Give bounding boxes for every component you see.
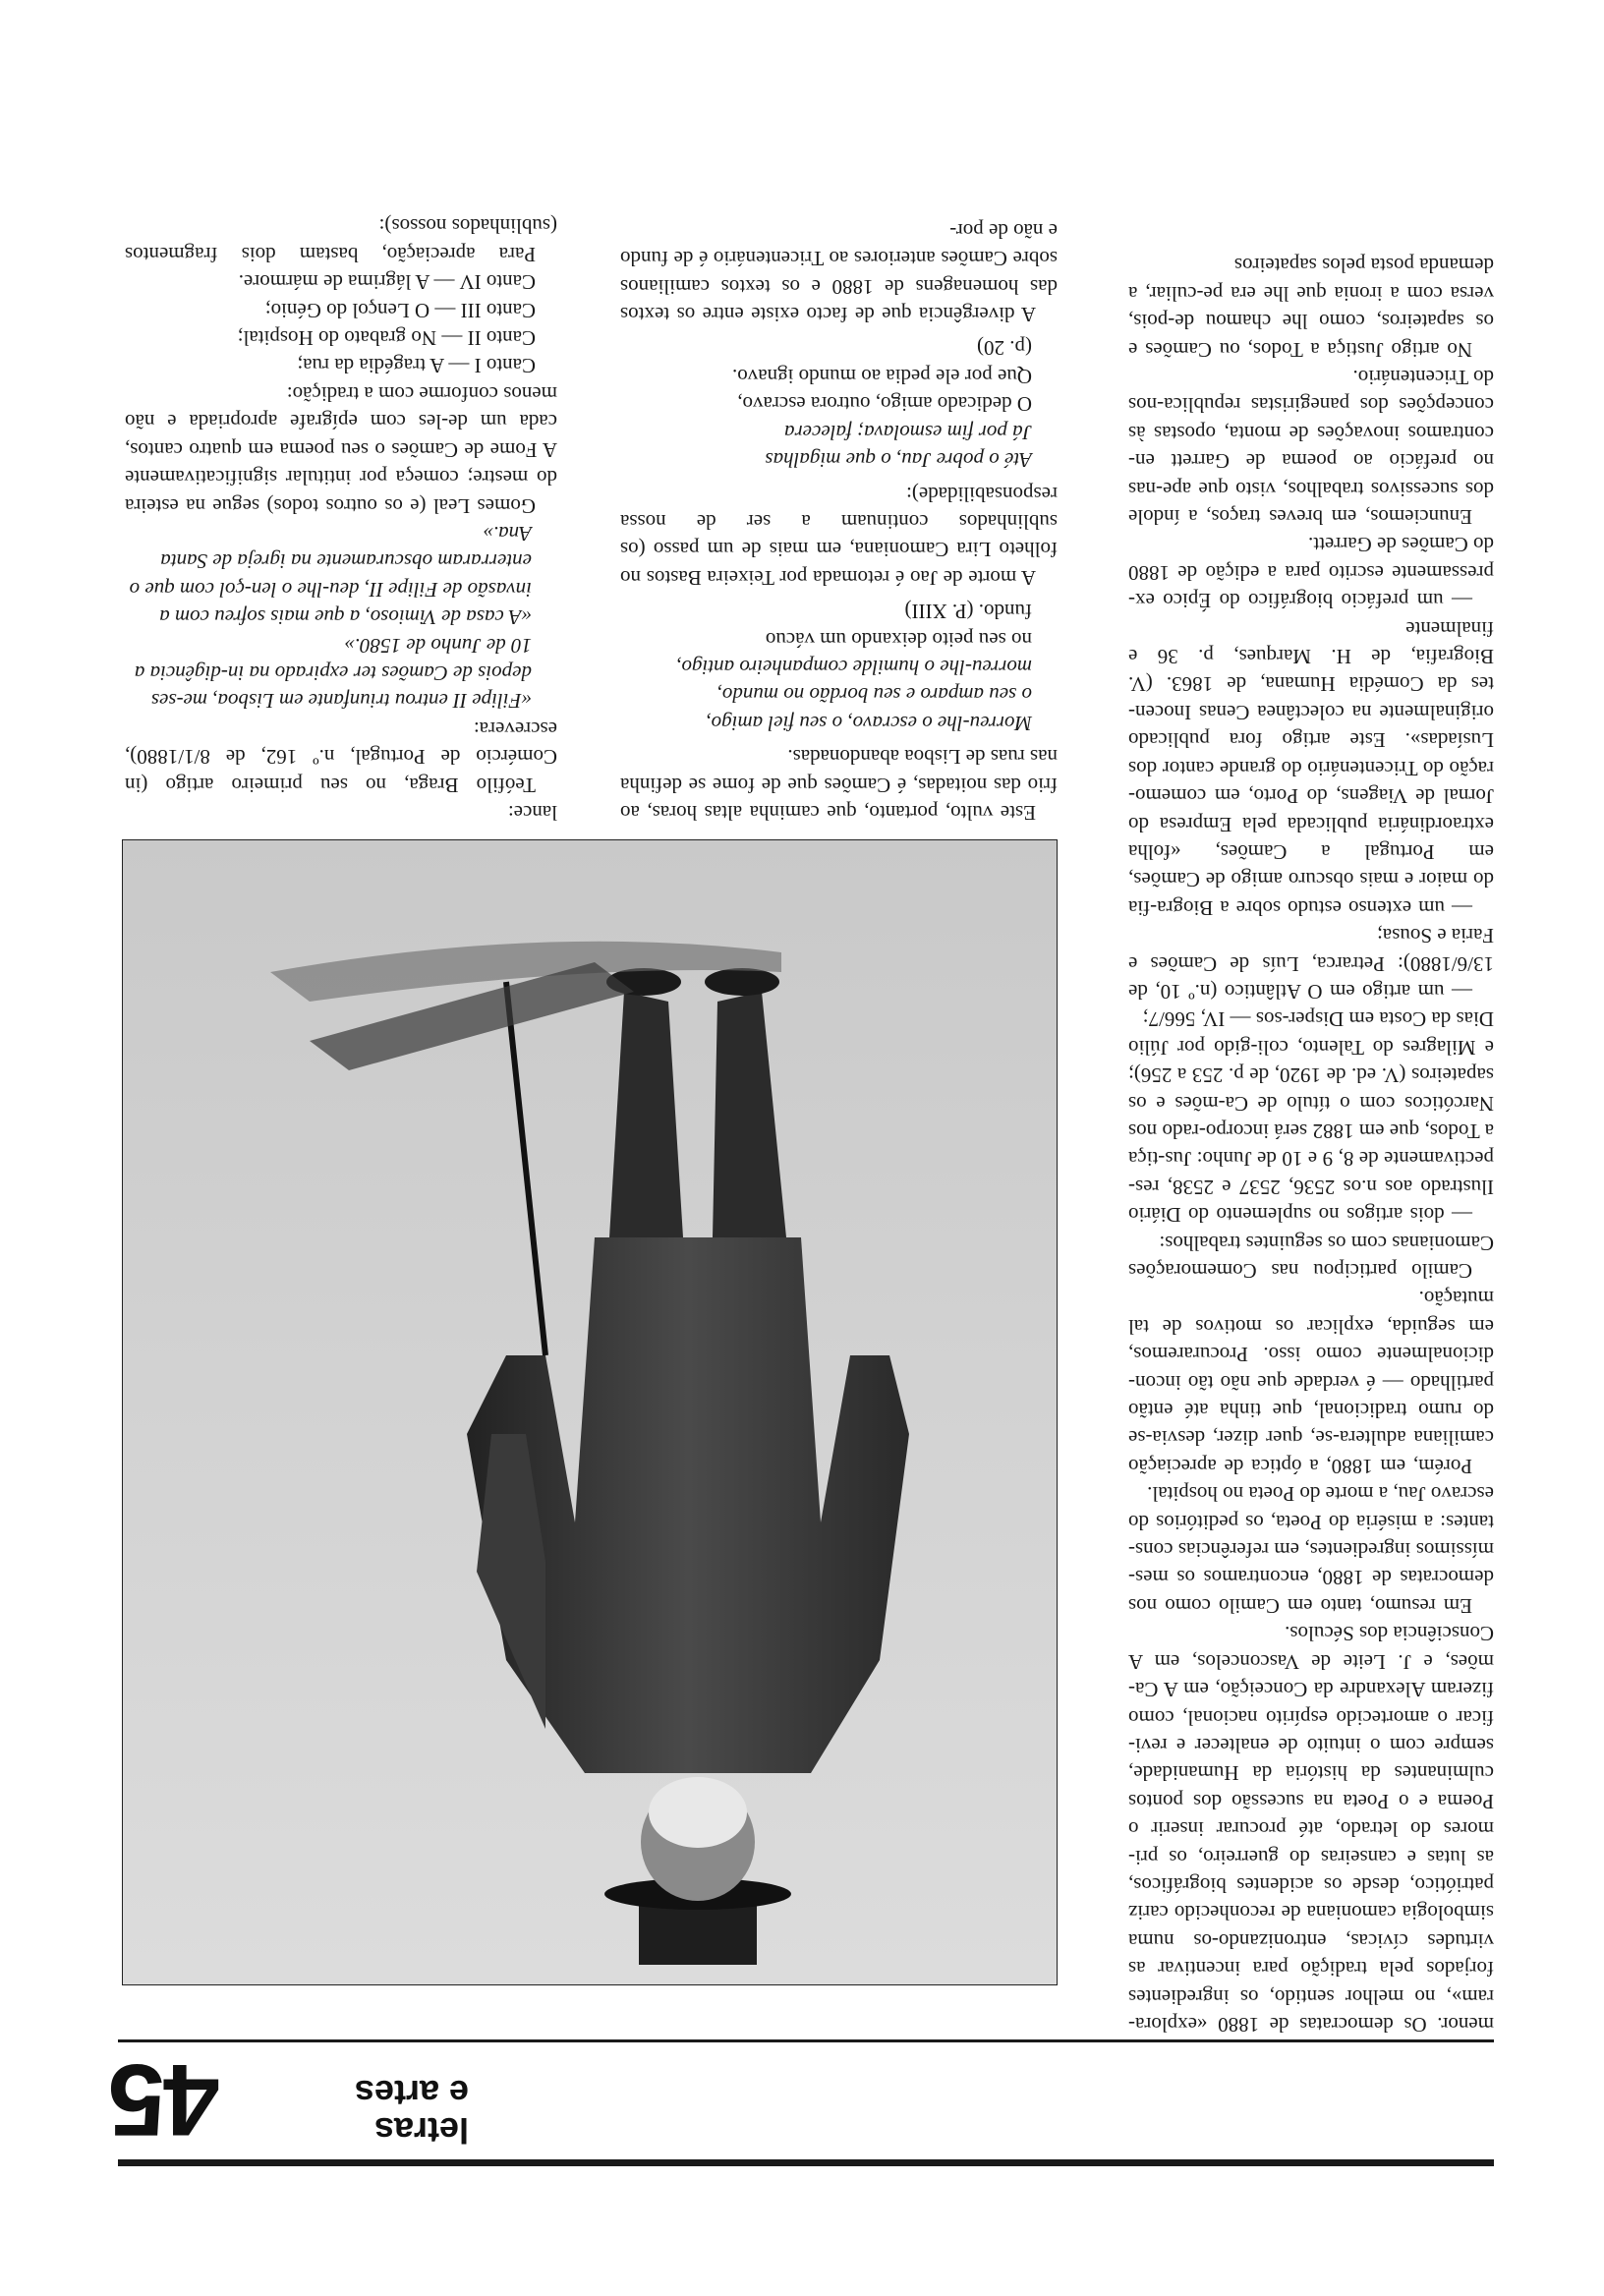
- paragraph: Em resumo, tanto em Camilo como nos democratas de 1880, encontramos os mes-míssimos ingredientes, em referências cons-tantes: a miséria do Poeta, os peditórios do escravo Jau, a morte do Poeta no hospital.: [1128, 1482, 1494, 1618]
- verse-line: fundo. (P. XIII): [904, 600, 1032, 624]
- paragraph: Teófilo Braga, no seu primeiro artigo (in Comércio de Portugal, n.º 162, de 8/1/1880), escrevera:: [125, 717, 557, 797]
- paragraph: — um prefácio biográfico do Épico ex-pressamente escrito para a edição de 1880 do Camões de Garrett.: [1128, 533, 1494, 613]
- verse-line: (p. 20): [977, 336, 1032, 361]
- verse-line: Morreu-lhe o escravo, o seu fiel amigo,: [706, 711, 1032, 735]
- paragraph: A morte de Jao é retomada por Teixeira Bastos no folheto Lira Camoniana, em mais de um passo (os sublinhados continuam a ser de nossa responsabilidade):: [620, 482, 1058, 590]
- paragraph: — um artigo em O Atlântico (n.º 10, de 13/6/1880): Petrarca, Luís de Camões e Faria e Sousa;: [1128, 924, 1494, 1004]
- paragraph: menor. Os democratas de 1880 «explora-ram», no melhor sentido, os ingredientes forjados pela tradição para incentivar as virtudes cívicas, entronizando-os numa simbologia camoniana de reconhecido cariz patriótico, desde os acidentes biográficos, as lutas e canseiras do guerreiro, os pri-mores do letrado, até procurar inserir o Poema e o Poeta na sucessão dos pontos culminantes da história da Humanidade, sempre com o intuito de enaltecer e revi-ficar o amortecido espírito nacional, como fizeram Alexandre da Conceição, em A Ca-mões, e J. Leite de Vasconcelos, em A Consciência dos Séculos.: [1128, 1622, 1494, 2037]
- paragraph: lance:: [507, 801, 557, 825]
- paragraph: A divergência que de facto existe entre os textos das homenagens de 1880 e os textos camilianos sobre Camões anteriores ao Tricentenário é de fundo e não de por-: [620, 218, 1058, 327]
- text-column-right: [125, 198, 557, 827]
- quote: «Filipe II entrou triunfante em Lisboa, me-ses depois de Camões ter expirado na in-digência a 10 de Junho de 1580.»: [134, 633, 532, 714]
- paragraph: Porém, em 1880, a óptica de apreciação camiliana adultera-se, quer dizer, desvia-se do rumo tradicional, que tinha até então partilhado — é verdade que não tão incon-dicionalmente como isso. Procuraremos, em seguida, explicar os motivos de tal mutação.: [1128, 1287, 1494, 1478]
- masthead-line2: e artes: [354, 2073, 469, 2113]
- list-item: Canto III — O Lençol do Génio;: [264, 298, 536, 322]
- verse-line: Até o pobre Jau, o que migalhas: [765, 448, 1032, 473]
- verse-line: o seu amparo e seu bordão no mundo,: [716, 683, 1032, 708]
- list-item: Canto II — No grabato do Hospital;: [237, 326, 536, 351]
- list-item: Canto IV — A lágrima de mármore.: [238, 270, 536, 295]
- paragraph: — dois artigos no suplemento do Diário Ilustrado aos n.os 2536, 2537 e 2538, res-pectivamente de 8, 9 e 10 de Junho: Jus-tiça a Todos, que em 1882 será incorpo-rado nos Narcóticos com o título de Ca-mões e os sapateiros (V. ed. de 1920, de p. 253 a 256); e Milagres do Talento, coli-gido por Júlio Dias da Costa em Disper-sos — IV, 566/7;: [1128, 1007, 1494, 1228]
- paragraph: Para apreciação, bastam dois fragmentos (sublinhados nossos):: [125, 214, 557, 266]
- list-item: Canto I — A tragédia da rua;: [297, 354, 536, 378]
- verse-line: morreu-lhe o humilde companheiro antigo,: [676, 655, 1032, 679]
- quote: «A casa de Vimioso, a que mais sofreu com a invasão de Filipe II, deu-lhe o len-çol com que o enterraram obscuramente na igreja de Santa Ana.»: [129, 521, 532, 630]
- paragraph: Gomes Leal (e os outros todos) segue na esteira do mestre; começa por intitular significativamente A Fome de Camões o seu poema em quatro cantos, cada um de-les com epígrafe apropriada e não menos conforme com a tradição:: [125, 381, 557, 518]
- header-rule-thick: [118, 2159, 1494, 2166]
- paragraph: No artigo Justiça a Todos, ou Camões e os sapateiros, como lhe chamou de-pois, versa com a ironia que lhe era pe-culiar, a demanda posta pelos sapateiros: [1128, 254, 1494, 362]
- verse-line: Que por ele pedia ao mundo ignavo.: [732, 364, 1032, 388]
- masthead: [321, 2074, 469, 2149]
- verse-line: Já por fim esmolava; falecera: [784, 420, 1032, 444]
- verse-line: O dedicado amigo, outrora escravo,: [737, 392, 1032, 417]
- paragraph: — um extenso estudo sobre a Biogra-fia do maior e mais obscuro amigo de Camões, em Portugal a Camões, «folha extraordinária publicada pela Empresa do Jornal de Viagens, do Porto, em comemo-ração do Tricentenário do grande cantor dos Lusíadas». Este artigo fora publicado originalmente na colectânea Cenas Inocen-tes da Comédia Humana, de 1863. (V. Biografia, de H. Marques, p. 36 e finalmente: [1128, 616, 1494, 920]
- statue-photo: [122, 839, 1058, 1985]
- verse-line: no seu peito deixando um vácuo: [765, 627, 1032, 652]
- page-number: 45: [110, 2042, 220, 2156]
- text-column-left: [1128, 201, 1494, 2038]
- text-column-middle: [620, 198, 1058, 827]
- paragraph: Enunciemos, em breves traços, a índole dos sucessivos trabalhos, visto que ape-nas no prefácio ao poema de Garrett en-contramos inovações de monta, opostas às concepções dos panegiristas republica-nos do Tricentenário.: [1128, 366, 1494, 530]
- statue-photo-icon: [123, 840, 1057, 1984]
- masthead-line1: letras: [373, 2110, 469, 2151]
- paragraph: Este vulto, portanto, que caminha altas horas, ao frio das noitadas, é Camões que de fome se definha nas ruas de Lisboa abandonadas.: [620, 745, 1058, 825]
- paragraph: Camilo participou nas Comemorações Camonianas com os seguintes trabalhos:: [1128, 1231, 1494, 1284]
- header-rule-thin: [118, 2039, 1494, 2042]
